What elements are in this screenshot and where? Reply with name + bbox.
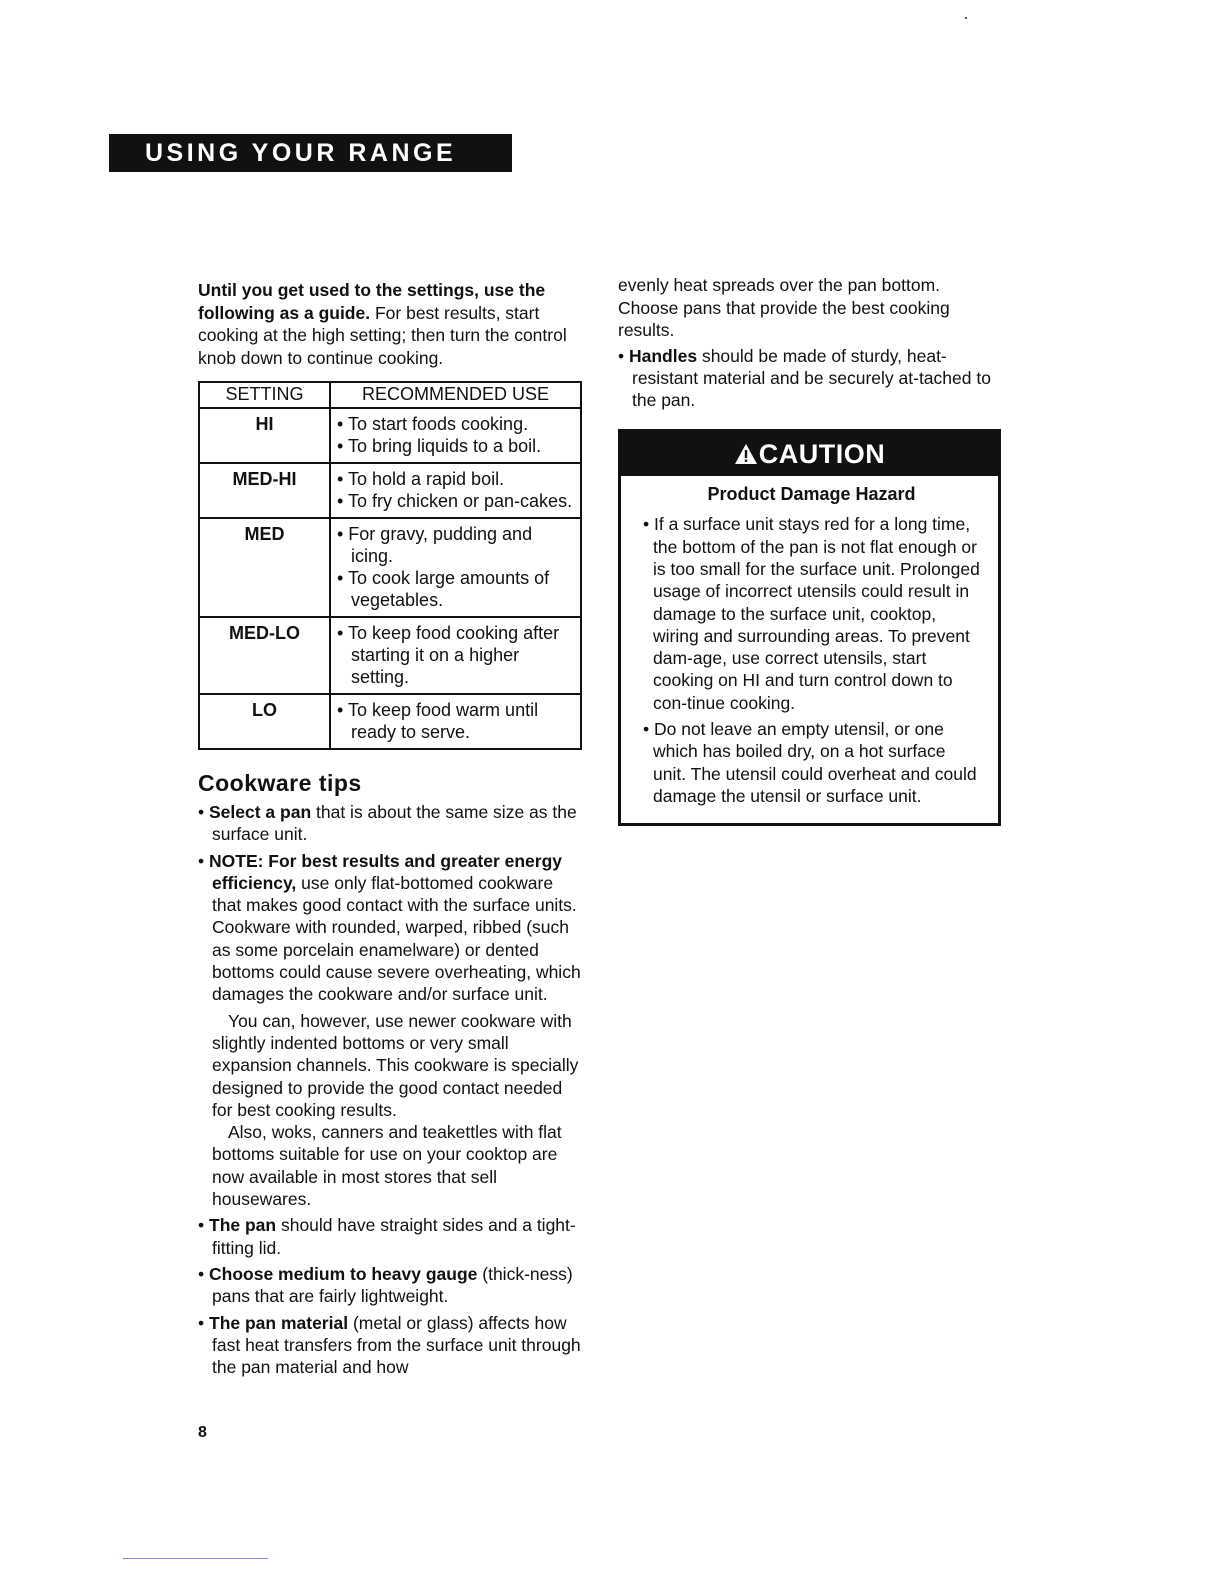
table-row [199, 463, 581, 518]
use-cell [330, 694, 581, 749]
tip-bold: The pan material [209, 1312, 349, 1333]
tip-text: (metal or glass) affects how fast heat transfers from the surface unit through the pan material and how [212, 1312, 581, 1378]
tip-paragraph: You can, however, use newer cookware with slightly indented bottoms or very small expansion channels. This cookware is specially designed to provide the good contact needed for best cooking results. [212, 1010, 579, 1120]
list-item: • NOTE: For best results and greater energy efficiency, use only flat-bottomed cookware that makes good contact with the surface units. Cookware with rounded, warped, ribbed (such as some porcelain enamelware) or dented bottoms could cause severe overheating, which damages the cookware and/or surface unit. [198, 850, 581, 1005]
tip-text: should have straight sides and a tight-fitting lid. [212, 1215, 576, 1258]
list-item: • The pan should have straight sides and a tight-fitting lid. [198, 1215, 576, 1258]
use-cell [330, 518, 581, 617]
caution-list [643, 513, 980, 807]
right-column [618, 274, 1003, 826]
tip-bold: Choose medium to heavy gauge [209, 1263, 478, 1284]
caution-box [618, 429, 1001, 826]
tip-text: use only flat-bottomed cookware that makes good contact with the surface units. Cookware with rounded, warped, ribbed (such as some porcelain enamelware) or dented bottoms could cause severe overheating, which damages the cookware and/or surface unit. [212, 872, 581, 1005]
list-item: • The pan material (metal or glass) affects how fast heat transfers from the surface unit through the pan material and how [198, 1312, 581, 1378]
scan-speck [965, 17, 967, 19]
use-cell [330, 463, 581, 518]
table-row [199, 617, 581, 694]
use-item: • To cook large amounts of vegetables. [337, 568, 550, 610]
tip-bold: NOTE: For best results and greater energy efficiency, [209, 850, 563, 893]
list-item: • If a surface unit stays red for a long time, the bottom of the pan is not flat enough or is too small for the surface unit. Prolonged usage of incorrect utensils could result in damage to the surface unit, cooktop, wiring and surrounding areas. To prevent dam-age, use correct utensils, start cooking on HI and turn control down to con-tinue cooking. [643, 514, 980, 713]
settings-table [198, 381, 582, 750]
caution-body [621, 476, 998, 823]
handles-bold: Handles [629, 345, 698, 366]
list-item: • Handles should be made of sturdy, heat-resistant material and be securely at-tached to the pan. [618, 345, 991, 411]
intro-text: For best results, start cooking at the high setting; then turn the control knob down to continue cooking. [198, 302, 567, 368]
caution-header [621, 432, 998, 476]
table-row [199, 408, 581, 463]
handles-text: should be made of sturdy, heat-resistant material and be securely at-tached to the pan. [632, 345, 991, 411]
cookware-tips-heading: Cookware tips [198, 770, 362, 796]
use-item: • For gravy, pudding and icing. [337, 524, 533, 566]
tip-paragraph: Also, woks, canners and teakettles with flat bottoms suitable for use on your cooktop are now available in most stores that sell housewares. [212, 1122, 562, 1210]
hazard-title: Product Damage Hazard [707, 484, 916, 505]
list-item: • Choose medium to heavy gauge (thick-ness) pans that are fairly lightweight. [198, 1263, 573, 1307]
intro-paragraph [198, 279, 583, 369]
continuation-text: evenly heat spreads over the pan bottom. Choose pans that provide the best cooking results. [618, 275, 950, 340]
tip-text: (thick-ness) pans that are fairly lightweight. [212, 1263, 573, 1307]
tip-bold: The pan [209, 1215, 277, 1236]
use-cell [330, 617, 581, 694]
handles-list [618, 345, 1003, 412]
warning-triangle-icon [734, 443, 758, 465]
section-banner: USING YOUR RANGE [109, 134, 512, 172]
footer-rule [123, 1558, 268, 1559]
use-item: • To hold a rapid boil. [337, 469, 505, 489]
table-row [199, 694, 581, 749]
use-item: • To start foods cooking. [337, 414, 529, 434]
list-item [198, 1010, 583, 1121]
tip-text: that is about the same size as the surface unit. [212, 802, 577, 845]
setting-cell: LO [199, 694, 330, 749]
table-header-use: RECOMMENDED USE [330, 382, 581, 408]
list-item: • Do not leave an empty utensil, or one which has boiled dry, on a hot surface unit. The utensil could overheat and could damage the utensil or surface unit. [643, 719, 977, 806]
tip-bold: Select a pan [209, 802, 312, 822]
use-item: • To fry chicken or pan-cakes. [337, 491, 573, 511]
left-column [198, 279, 583, 1382]
use-item: • To keep food warm until ready to serve. [337, 700, 539, 742]
intro-bold: Until you get used to the settings, use the following as a guide. [198, 280, 546, 323]
setting-cell: MED-HI [199, 463, 330, 518]
page-number: 8 [198, 1424, 207, 1441]
setting-cell: HI [199, 408, 330, 463]
list-item: • Select a pan that is about the same size as the surface unit. [198, 802, 577, 845]
table-header-setting: SETTING [199, 382, 330, 408]
use-item: • To bring liquids to a boil. [337, 436, 542, 456]
use-cell [330, 408, 581, 463]
caution-title: CAUTION [758, 439, 886, 470]
cookware-tips-list [198, 801, 583, 1378]
use-item: • To keep food cooking after starting it on a higher setting. [337, 623, 560, 687]
setting-cell: MED-LO [199, 617, 330, 694]
table-row [199, 518, 581, 617]
setting-cell: MED [199, 518, 330, 617]
list-item [198, 1121, 583, 1210]
